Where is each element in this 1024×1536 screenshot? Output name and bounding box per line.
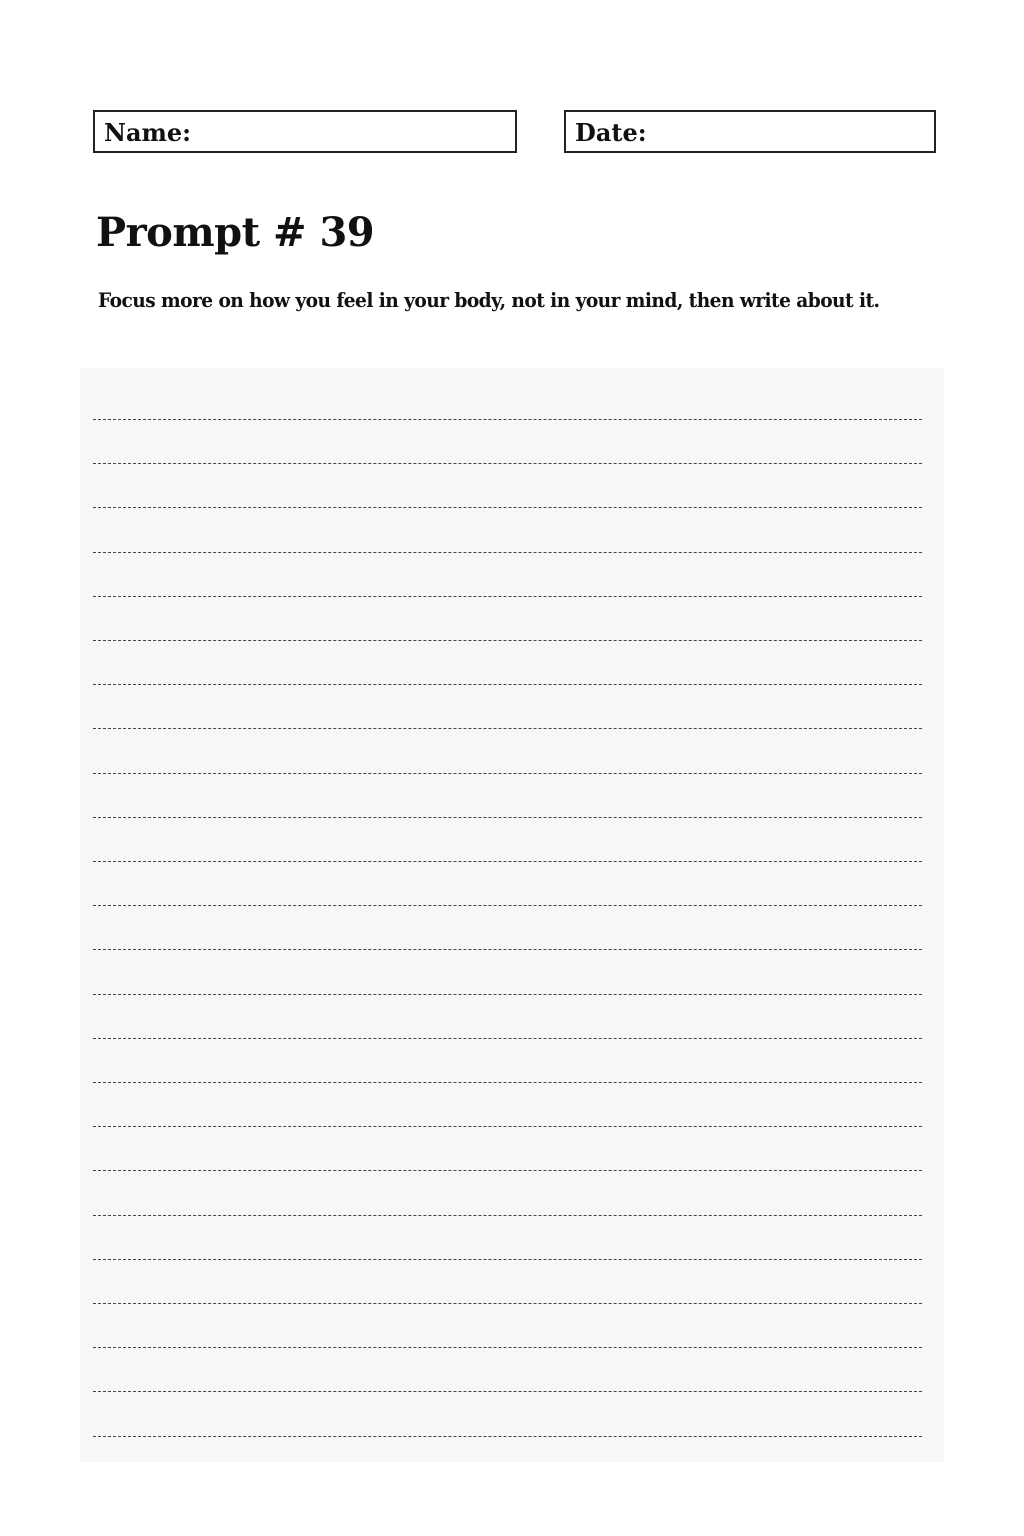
writing-line (93, 994, 922, 995)
date-label: Date: (575, 118, 647, 147)
writing-line (93, 1126, 922, 1127)
writing-line (93, 1038, 922, 1039)
name-field[interactable] (93, 110, 517, 153)
writing-line (93, 463, 922, 464)
writing-line (93, 817, 922, 818)
writing-line (93, 1259, 922, 1260)
writing-line (93, 684, 922, 685)
prompt-title: Prompt # 39 (96, 209, 375, 256)
writing-line (93, 507, 922, 508)
date-field[interactable] (564, 110, 936, 153)
writing-line (93, 1082, 922, 1083)
writing-line (93, 552, 922, 553)
writing-line (93, 949, 922, 950)
writing-line (93, 1215, 922, 1216)
writing-line (93, 1170, 922, 1171)
writing-line (93, 861, 922, 862)
writing-line (93, 640, 922, 641)
writing-line (93, 728, 922, 729)
writing-line (93, 1347, 922, 1348)
writing-line (93, 596, 922, 597)
writing-line (93, 1436, 922, 1437)
writing-line (93, 1303, 922, 1304)
writing-area[interactable] (80, 368, 944, 1462)
writing-line (93, 773, 922, 774)
name-label: Name: (104, 118, 192, 147)
writing-line (93, 905, 922, 906)
writing-line (93, 419, 922, 420)
prompt-text: Focus more on how you feel in your body, not in your mind, then write about it. (98, 288, 880, 312)
writing-line (93, 1391, 922, 1392)
